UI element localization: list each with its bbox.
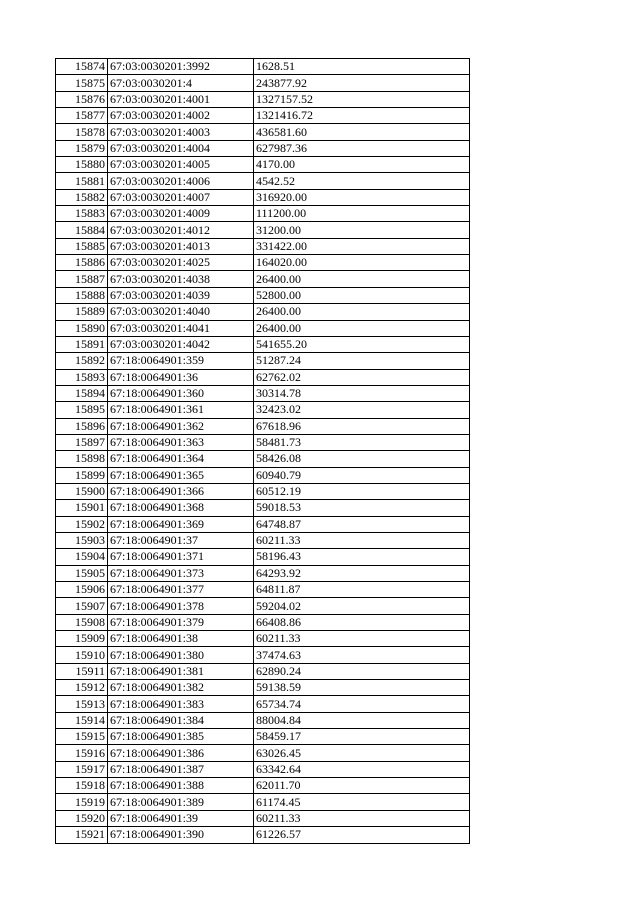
row-number-cell: 15903 xyxy=(56,532,108,548)
cadastral-number-cell: 67:03:0030201:4005 xyxy=(108,157,254,173)
value-cell: 60940.79 xyxy=(254,467,470,483)
cadastral-number-cell: 67:18:0064901:365 xyxy=(108,467,254,483)
row-number-cell: 15896 xyxy=(56,418,108,434)
row-number-cell: 15892 xyxy=(56,353,108,369)
value-cell: 31200.00 xyxy=(254,222,470,238)
value-cell: 627987.36 xyxy=(254,140,470,156)
row-number-cell: 15890 xyxy=(56,320,108,336)
value-cell: 58481.73 xyxy=(254,434,470,450)
row-number-cell: 15885 xyxy=(56,238,108,254)
value-cell: 51287.24 xyxy=(254,353,470,369)
cadastral-value-table xyxy=(55,58,470,844)
value-cell: 62762.02 xyxy=(254,369,470,385)
table-row xyxy=(56,827,470,843)
row-number-cell: 15883 xyxy=(56,206,108,222)
value-cell: 4542.52 xyxy=(254,173,470,189)
value-cell: 58459.17 xyxy=(254,729,470,745)
row-number-cell: 15887 xyxy=(56,271,108,287)
row-number-cell: 15921 xyxy=(56,827,108,843)
row-number-cell: 15879 xyxy=(56,140,108,156)
row-number-cell: 15902 xyxy=(56,516,108,532)
value-cell: 60512.19 xyxy=(254,483,470,499)
table-row xyxy=(56,189,470,205)
value-cell: 60211.33 xyxy=(254,810,470,826)
cadastral-number-cell: 67:03:0030201:4004 xyxy=(108,140,254,156)
row-number-cell: 15909 xyxy=(56,631,108,647)
cadastral-number-cell: 67:03:0030201:4012 xyxy=(108,222,254,238)
cadastral-number-cell: 67:18:0064901:378 xyxy=(108,598,254,614)
cadastral-number-cell: 67:18:0064901:364 xyxy=(108,451,254,467)
cadastral-number-cell: 67:18:0064901:38 xyxy=(108,631,254,647)
cadastral-number-cell: 67:03:0030201:4025 xyxy=(108,255,254,271)
cadastral-number-cell: 67:18:0064901:362 xyxy=(108,418,254,434)
table-row xyxy=(56,614,470,630)
row-number-cell: 15886 xyxy=(56,255,108,271)
table-row xyxy=(56,320,470,336)
cadastral-number-cell: 67:18:0064901:37 xyxy=(108,532,254,548)
cadastral-number-cell: 67:18:0064901:361 xyxy=(108,402,254,418)
table-row xyxy=(56,745,470,761)
row-number-cell: 15878 xyxy=(56,124,108,140)
value-cell: 30314.78 xyxy=(254,385,470,401)
value-cell: 52800.00 xyxy=(254,287,470,303)
row-number-cell: 15875 xyxy=(56,75,108,91)
value-cell: 541655.20 xyxy=(254,336,470,352)
cadastral-number-cell: 67:18:0064901:384 xyxy=(108,712,254,728)
value-cell: 436581.60 xyxy=(254,124,470,140)
row-number-cell: 15905 xyxy=(56,565,108,581)
value-cell: 37474.63 xyxy=(254,647,470,663)
row-number-cell: 15907 xyxy=(56,598,108,614)
row-number-cell: 15889 xyxy=(56,304,108,320)
value-cell: 59204.02 xyxy=(254,598,470,614)
row-number-cell: 15877 xyxy=(56,108,108,124)
cadastral-number-cell: 67:18:0064901:387 xyxy=(108,761,254,777)
value-cell: 64293.92 xyxy=(254,565,470,581)
row-number-cell: 15914 xyxy=(56,712,108,728)
row-number-cell: 15898 xyxy=(56,451,108,467)
value-cell: 62011.70 xyxy=(254,778,470,794)
cadastral-number-cell: 67:18:0064901:373 xyxy=(108,565,254,581)
cadastral-number-cell: 67:18:0064901:359 xyxy=(108,353,254,369)
row-number-cell: 15881 xyxy=(56,173,108,189)
value-cell: 243877.92 xyxy=(254,75,470,91)
table-row xyxy=(56,467,470,483)
table-row xyxy=(56,157,470,173)
row-number-cell: 15899 xyxy=(56,467,108,483)
table-row xyxy=(56,729,470,745)
value-cell: 1327157.52 xyxy=(254,91,470,107)
value-cell: 164020.00 xyxy=(254,255,470,271)
table-row xyxy=(56,173,470,189)
cadastral-number-cell: 67:03:0030201:4007 xyxy=(108,189,254,205)
cadastral-number-cell: 67:03:0030201:4040 xyxy=(108,304,254,320)
row-number-cell: 15910 xyxy=(56,647,108,663)
value-cell: 32423.02 xyxy=(254,402,470,418)
table-row xyxy=(56,631,470,647)
value-cell: 60211.33 xyxy=(254,631,470,647)
value-cell: 59138.59 xyxy=(254,680,470,696)
cadastral-number-cell: 67:18:0064901:389 xyxy=(108,794,254,810)
table-row xyxy=(56,418,470,434)
cadastral-number-cell: 67:03:0030201:4006 xyxy=(108,173,254,189)
value-cell: 331422.00 xyxy=(254,238,470,254)
table-row xyxy=(56,434,470,450)
table-row xyxy=(56,206,470,222)
row-number-cell: 15895 xyxy=(56,402,108,418)
row-number-cell: 15911 xyxy=(56,663,108,679)
row-number-cell: 15900 xyxy=(56,483,108,499)
row-number-cell: 15884 xyxy=(56,222,108,238)
cadastral-number-cell: 67:18:0064901:36 xyxy=(108,369,254,385)
value-cell: 63026.45 xyxy=(254,745,470,761)
table-row xyxy=(56,680,470,696)
value-cell: 111200.00 xyxy=(254,206,470,222)
table-row xyxy=(56,582,470,598)
value-cell: 4170.00 xyxy=(254,157,470,173)
table-row xyxy=(56,794,470,810)
table-row xyxy=(56,75,470,91)
table-row xyxy=(56,271,470,287)
row-number-cell: 15880 xyxy=(56,157,108,173)
row-number-cell: 15920 xyxy=(56,810,108,826)
value-cell: 59018.53 xyxy=(254,500,470,516)
table-row xyxy=(56,598,470,614)
row-number-cell: 15897 xyxy=(56,434,108,450)
cadastral-number-cell: 67:03:0030201:4042 xyxy=(108,336,254,352)
cadastral-number-cell: 67:18:0064901:371 xyxy=(108,549,254,565)
table-row xyxy=(56,761,470,777)
row-number-cell: 15913 xyxy=(56,696,108,712)
table-row xyxy=(56,451,470,467)
table-row xyxy=(56,91,470,107)
cadastral-number-cell: 67:18:0064901:377 xyxy=(108,582,254,598)
row-number-cell: 15874 xyxy=(56,59,108,75)
value-cell: 62890.24 xyxy=(254,663,470,679)
cadastral-number-cell: 67:18:0064901:379 xyxy=(108,614,254,630)
row-number-cell: 15882 xyxy=(56,189,108,205)
table-row xyxy=(56,222,470,238)
value-cell: 64811.87 xyxy=(254,582,470,598)
table-row xyxy=(56,255,470,271)
value-cell: 1321416.72 xyxy=(254,108,470,124)
table-row xyxy=(56,59,470,75)
cadastral-number-cell: 67:18:0064901:386 xyxy=(108,745,254,761)
row-number-cell: 15917 xyxy=(56,761,108,777)
table-row xyxy=(56,369,470,385)
table-row xyxy=(56,304,470,320)
row-number-cell: 15915 xyxy=(56,729,108,745)
cadastral-number-cell: 67:18:0064901:388 xyxy=(108,778,254,794)
table-row xyxy=(56,124,470,140)
value-cell: 88004.84 xyxy=(254,712,470,728)
table-row xyxy=(56,238,470,254)
cadastral-number-cell: 67:03:0030201:4 xyxy=(108,75,254,91)
cadastral-number-cell: 67:18:0064901:380 xyxy=(108,647,254,663)
table-row xyxy=(56,353,470,369)
table-row xyxy=(56,516,470,532)
cadastral-number-cell: 67:18:0064901:385 xyxy=(108,729,254,745)
value-cell: 60211.33 xyxy=(254,532,470,548)
table-row xyxy=(56,565,470,581)
value-cell: 26400.00 xyxy=(254,271,470,287)
cadastral-number-cell: 67:03:0030201:4013 xyxy=(108,238,254,254)
cadastral-number-cell: 67:03:0030201:4003 xyxy=(108,124,254,140)
cadastral-number-cell: 67:18:0064901:383 xyxy=(108,696,254,712)
table-row xyxy=(56,336,470,352)
value-cell: 26400.00 xyxy=(254,304,470,320)
table-row xyxy=(56,663,470,679)
value-cell: 58196.43 xyxy=(254,549,470,565)
table-row xyxy=(56,402,470,418)
value-cell: 316920.00 xyxy=(254,189,470,205)
value-cell: 64748.87 xyxy=(254,516,470,532)
cadastral-number-cell: 67:18:0064901:382 xyxy=(108,680,254,696)
cadastral-number-cell: 67:18:0064901:360 xyxy=(108,385,254,401)
cadastral-number-cell: 67:18:0064901:369 xyxy=(108,516,254,532)
value-cell: 65734.74 xyxy=(254,696,470,712)
table-row xyxy=(56,549,470,565)
table-row xyxy=(56,140,470,156)
table-row xyxy=(56,712,470,728)
row-number-cell: 15912 xyxy=(56,680,108,696)
cadastral-number-cell: 67:18:0064901:363 xyxy=(108,434,254,450)
cadastral-number-cell: 67:03:0030201:4001 xyxy=(108,91,254,107)
row-number-cell: 15891 xyxy=(56,336,108,352)
cadastral-number-cell: 67:03:0030201:4009 xyxy=(108,206,254,222)
row-number-cell: 15906 xyxy=(56,582,108,598)
cadastral-number-cell: 67:18:0064901:39 xyxy=(108,810,254,826)
row-number-cell: 15908 xyxy=(56,614,108,630)
value-cell: 58426.08 xyxy=(254,451,470,467)
cadastral-number-cell: 67:18:0064901:368 xyxy=(108,500,254,516)
row-number-cell: 15876 xyxy=(56,91,108,107)
table-row xyxy=(56,778,470,794)
cadastral-number-cell: 67:03:0030201:4039 xyxy=(108,287,254,303)
row-number-cell: 15893 xyxy=(56,369,108,385)
value-cell: 1628.51 xyxy=(254,59,470,75)
table-body xyxy=(56,59,470,844)
table-row xyxy=(56,647,470,663)
row-number-cell: 15904 xyxy=(56,549,108,565)
table-row xyxy=(56,696,470,712)
row-number-cell: 15894 xyxy=(56,385,108,401)
table-row xyxy=(56,385,470,401)
row-number-cell: 15919 xyxy=(56,794,108,810)
row-number-cell: 15888 xyxy=(56,287,108,303)
cadastral-number-cell: 67:03:0030201:4038 xyxy=(108,271,254,287)
table-row xyxy=(56,108,470,124)
row-number-cell: 15918 xyxy=(56,778,108,794)
table-row xyxy=(56,287,470,303)
cadastral-number-cell: 67:03:0030201:3992 xyxy=(108,59,254,75)
row-number-cell: 15901 xyxy=(56,500,108,516)
table-row xyxy=(56,500,470,516)
table-row xyxy=(56,532,470,548)
table-row xyxy=(56,810,470,826)
cadastral-number-cell: 67:18:0064901:381 xyxy=(108,663,254,679)
value-cell: 61174.45 xyxy=(254,794,470,810)
value-cell: 67618.96 xyxy=(254,418,470,434)
value-cell: 61226.57 xyxy=(254,827,470,843)
value-cell: 66408.86 xyxy=(254,614,470,630)
cadastral-number-cell: 67:03:0030201:4002 xyxy=(108,108,254,124)
cadastral-number-cell: 67:18:0064901:390 xyxy=(108,827,254,843)
cadastral-number-cell: 67:03:0030201:4041 xyxy=(108,320,254,336)
cadastral-number-cell: 67:18:0064901:366 xyxy=(108,483,254,499)
value-cell: 26400.00 xyxy=(254,320,470,336)
row-number-cell: 15916 xyxy=(56,745,108,761)
table-row xyxy=(56,483,470,499)
value-cell: 63342.64 xyxy=(254,761,470,777)
